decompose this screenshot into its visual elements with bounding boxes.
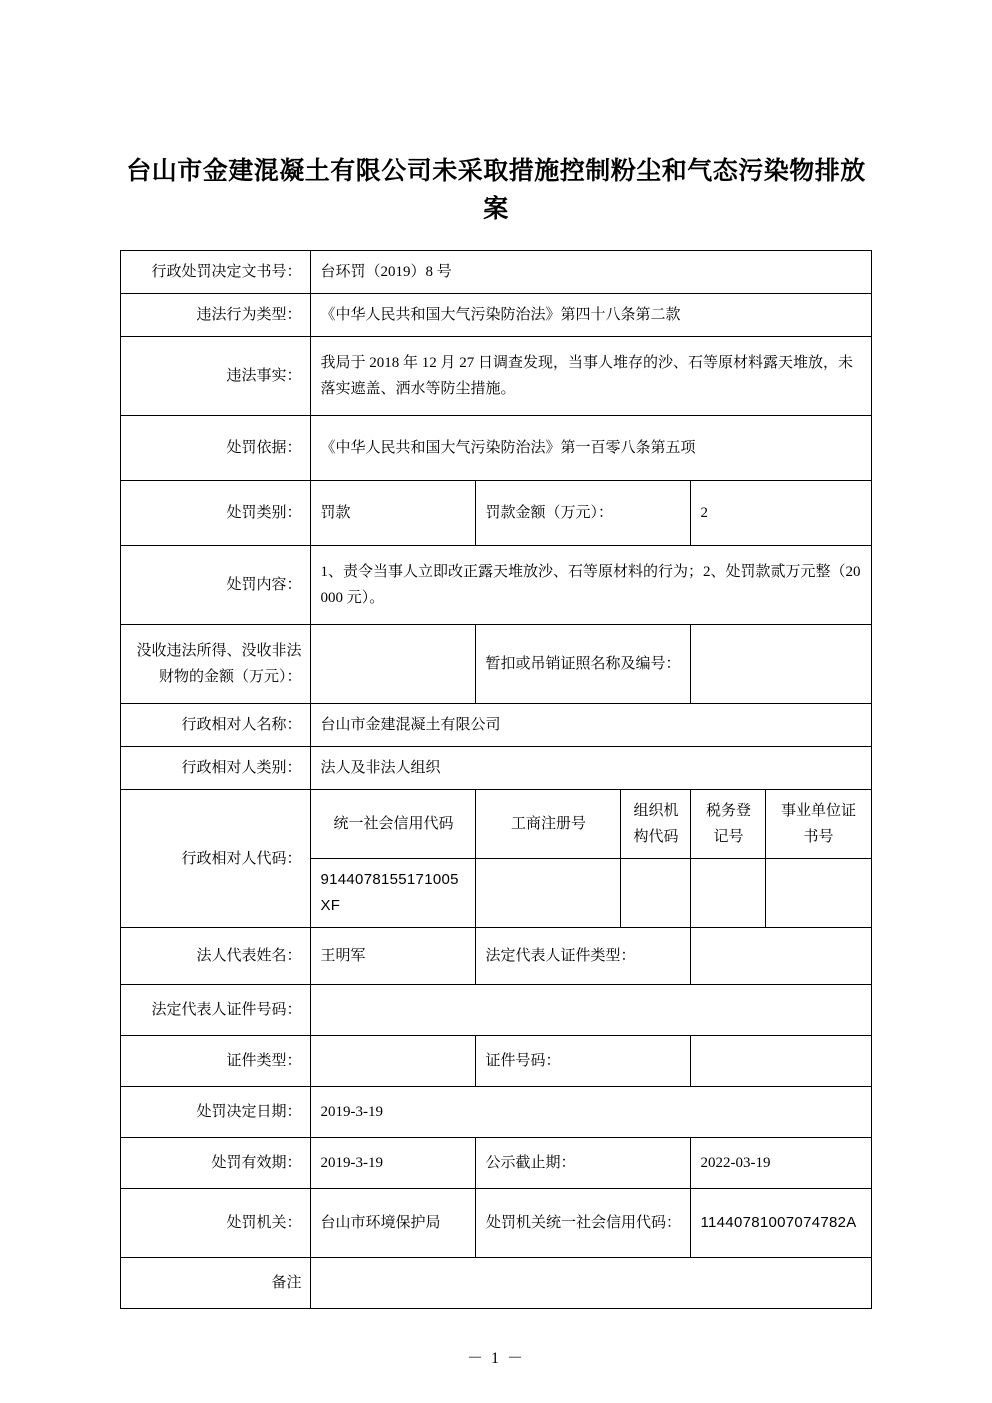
- table-row-confiscation: [121, 625, 871, 704]
- table-row-legal-person: [121, 928, 871, 985]
- table-row-penalty-content: [121, 546, 871, 625]
- table-row-legal-person-id-no: [121, 985, 871, 1036]
- label-license-suspension: 暂扣或吊销证照名称及编号：: [476, 625, 691, 704]
- value-remark: [311, 1258, 871, 1309]
- value-party-name: 台山市金建混凝土有限公司: [311, 704, 871, 747]
- label-valid-period: 处罚有效期：: [121, 1138, 311, 1189]
- label-party-type: 行政相对人类别：: [121, 747, 311, 790]
- value-license-suspension: [691, 625, 871, 704]
- value-organization-code: [621, 859, 691, 928]
- table-row-party-codes-headers: [121, 790, 871, 859]
- table-row-authority: [121, 1189, 871, 1258]
- table-row-party-name: [121, 704, 871, 747]
- value-legal-person-name: 王明军: [311, 928, 476, 985]
- value-legal-person-id-type: [691, 928, 871, 985]
- value-institution-cert-no: [766, 859, 871, 928]
- table-row-decision-date: [121, 1087, 871, 1138]
- table-row-violation-facts: [121, 337, 871, 416]
- page-number: － 1 －: [466, 1350, 525, 1367]
- label-penalty-basis: 处罚依据：: [121, 416, 311, 481]
- table-row-penalty-category: [121, 481, 871, 546]
- value-penalty-category: 罚款: [311, 481, 476, 546]
- value-party-type: 法人及非法人组织: [311, 747, 871, 790]
- label-violation-type: 违法行为类型：: [121, 294, 311, 337]
- header-organization-code: 组织机构代码: [621, 790, 691, 859]
- table-row-cert: [121, 1036, 871, 1087]
- label-remark: 备注: [121, 1258, 311, 1309]
- value-penalty-amount: 2: [691, 481, 871, 546]
- table-row-valid-period: [121, 1138, 871, 1189]
- table-row-remark: [121, 1258, 871, 1309]
- value-authority: 台山市环境保护局: [311, 1189, 476, 1258]
- value-public-deadline: 2022-03-19: [691, 1138, 871, 1189]
- table-row-decision-doc-no: [121, 251, 871, 294]
- value-business-registration-no: [476, 859, 621, 928]
- value-decision-date: 2019-3-19: [311, 1087, 871, 1138]
- label-public-deadline: 公示截止期：: [476, 1138, 691, 1189]
- penalty-info-table: [120, 250, 871, 1309]
- label-authority-credit-code: 处罚机关统一社会信用代码：: [476, 1189, 691, 1258]
- value-authority-credit-code: 11440781007074782A: [691, 1189, 871, 1258]
- label-legal-person-id-no: 法定代表人证件号码：: [121, 985, 311, 1036]
- table-row-penalty-basis: [121, 416, 871, 481]
- label-decision-date: 处罚决定日期：: [121, 1087, 311, 1138]
- value-violation-facts: 我局于 2018 年 12 月 27 日调查发现，当事人堆存的沙、石等原材料露天堆放，未落实遮盖、洒水等防尘措施。: [311, 337, 871, 416]
- value-penalty-content: 1、责令当事人立即改正露天堆放沙、石等原材料的行为；2、处罚款贰万元整（20000 元）。: [311, 546, 871, 625]
- table-row-party-type: [121, 747, 871, 790]
- label-confiscation-amount: 没收违法所得、没收非法财物的金额（万元）：: [121, 625, 311, 704]
- value-cert-no: [691, 1036, 871, 1087]
- value-confiscation-amount: [311, 625, 476, 704]
- table-row-violation-type: [121, 294, 871, 337]
- header-business-registration-no: 工商注册号: [476, 790, 621, 859]
- value-valid-period: 2019-3-19: [311, 1138, 476, 1189]
- header-institution-cert-no: 事业单位证书号: [766, 790, 871, 859]
- label-penalty-content: 处罚内容：: [121, 546, 311, 625]
- value-cert-type: [311, 1036, 476, 1087]
- label-cert-no: 证件号码：: [476, 1036, 691, 1087]
- label-authority: 处罚机关：: [121, 1189, 311, 1258]
- value-decision-doc-no: 台环罚（2019）8 号: [311, 251, 871, 294]
- label-penalty-amount: 罚款金额（万元）：: [476, 481, 691, 546]
- label-cert-type: 证件类型：: [121, 1036, 311, 1087]
- label-violation-facts: 违法事实：: [121, 337, 311, 416]
- label-party-codes: 行政相对人代码：: [121, 790, 311, 928]
- header-unified-social-credit-code: 统一社会信用代码: [311, 790, 476, 859]
- label-party-name: 行政相对人名称：: [121, 704, 311, 747]
- header-tax-registration-no: 税务登记号: [691, 790, 766, 859]
- label-legal-person-name: 法人代表姓名：: [121, 928, 311, 985]
- value-legal-person-id-no: [311, 985, 871, 1036]
- label-penalty-category: 处罚类别：: [121, 481, 311, 546]
- value-tax-registration-no: [691, 859, 766, 928]
- value-violation-type: 《中华人民共和国大气污染防治法》第四十八条第二款: [311, 294, 871, 337]
- page-title: 台山市金建混凝土有限公司未采取措施控制粉尘和气态污染物排放案: [126, 157, 866, 223]
- label-legal-person-id-type: 法定代表人证件类型：: [476, 928, 691, 985]
- label-decision-doc-no: 行政处罚决定文书号：: [121, 251, 311, 294]
- value-unified-social-credit-code: 9144078155171005XF: [311, 859, 476, 928]
- value-penalty-basis: 《中华人民共和国大气污染防治法》第一百零八条第五项: [311, 416, 871, 481]
